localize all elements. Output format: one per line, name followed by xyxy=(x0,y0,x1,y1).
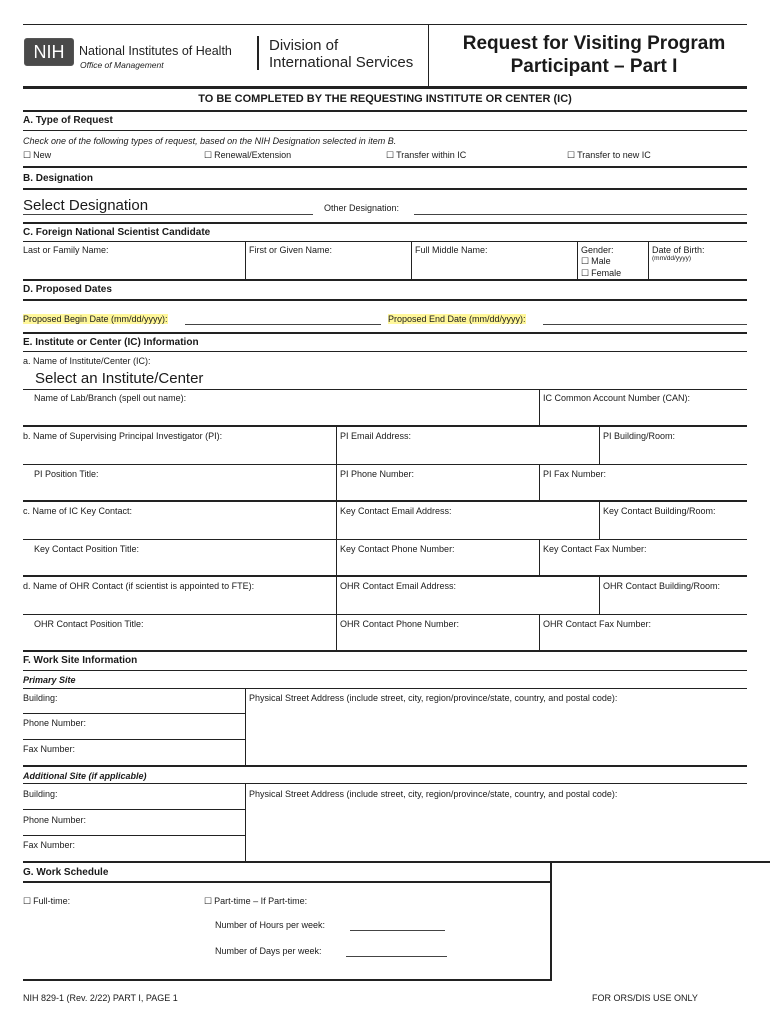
other-designation-label: Other Designation: xyxy=(324,203,400,213)
kc-fax-label: Key Contact Fax Number: xyxy=(543,544,647,554)
kc-building-label: Key Contact Building/Room: xyxy=(603,506,716,516)
checkbox-renewal[interactable]: ☐ Renewal/Extension xyxy=(204,150,291,161)
checkbox-full-time[interactable]: ☐ Full-time: xyxy=(23,896,70,907)
additional-address-label: Physical Street Address (include street, city, region/province/state, country, and postal code): xyxy=(249,789,618,799)
middle-name-label: Full Middle Name: xyxy=(415,245,488,255)
section-g-title: G. Work Schedule xyxy=(23,867,109,878)
kc-phone-label: Key Contact Phone Number: xyxy=(340,544,455,554)
section-e-title: E. Institute or Center (IC) Information xyxy=(23,337,199,348)
ic-select[interactable]: Select an Institute/Center xyxy=(35,370,204,387)
form-title-line1: Request for Visiting Program xyxy=(462,33,726,54)
ohr-position-label: OHR Contact Position Title: xyxy=(34,619,144,629)
section-c-title: C. Foreign National Scientist Candidate xyxy=(23,227,211,238)
hours-field[interactable] xyxy=(350,930,445,931)
section-f-title: F. Work Site Information xyxy=(23,655,138,666)
dob-label: Date of Birth: xyxy=(652,245,705,255)
nih-logo: NIH xyxy=(24,38,74,66)
begin-date-field[interactable] xyxy=(185,324,381,325)
primary-fax-label: Fax Number: xyxy=(23,744,76,754)
days-label: Number of Days per week: xyxy=(215,946,322,956)
first-name-label: First or Given Name: xyxy=(249,245,333,255)
end-date-field[interactable] xyxy=(543,324,747,325)
division-line2: International Services xyxy=(269,54,414,71)
ohr-phone-label: OHR Contact Phone Number: xyxy=(340,619,460,629)
checkbox-new[interactable]: ☐ New xyxy=(23,150,51,161)
additional-phone-label: Phone Number: xyxy=(23,815,87,825)
additional-fax-label: Fax Number: xyxy=(23,840,76,850)
section-a-title: A. Type of Request xyxy=(23,115,113,126)
section-d-title: D. Proposed Dates xyxy=(23,284,112,295)
section-a-instructions: Check one of the following types of request, based on the NIH Designation selected in item B. xyxy=(23,136,397,146)
last-name-label: Last or Family Name: xyxy=(23,245,109,255)
section-b-title: B. Designation xyxy=(23,173,94,184)
ohr-email-label: OHR Contact Email Address: xyxy=(340,581,457,591)
ohr-fax-label: OHR Contact Fax Number: xyxy=(543,619,652,629)
ohr-name-label: d. Name of OHR Contact (if scientist is appointed to FTE): xyxy=(23,581,255,591)
can-label: IC Common Account Number (CAN): xyxy=(543,393,691,403)
lab-label: Name of Lab/Branch (spell out name): xyxy=(34,393,187,403)
checkbox-male[interactable]: ☐ Male xyxy=(581,256,611,267)
primary-phone-label: Phone Number: xyxy=(23,718,87,728)
dob-format: (mm/dd/yyyy) xyxy=(652,255,691,262)
ic-name-label: a. Name of Institute/Center (IC): xyxy=(23,356,151,366)
pi-fax-label: PI Fax Number: xyxy=(543,469,607,479)
org-sub: Office of Management xyxy=(80,60,164,70)
pi-building-label: PI Building/Room: xyxy=(603,431,676,441)
banner: TO BE COMPLETED BY THE REQUESTING INSTITUTE OR CENTER (IC) xyxy=(198,93,572,105)
begin-date-label: Proposed Begin Date (mm/dd/yyyy): xyxy=(23,314,168,324)
checkbox-female[interactable]: ☐ Female xyxy=(581,268,621,279)
end-date-label: Proposed End Date (mm/dd/yyyy): xyxy=(388,314,526,324)
checkbox-transfer-within[interactable]: ☐ Transfer within IC xyxy=(386,150,466,161)
hours-label: Number of Hours per week: xyxy=(215,920,326,930)
pi-email-label: PI Email Address: xyxy=(340,431,412,441)
kc-position-label: Key Contact Position Title: xyxy=(34,544,140,554)
kc-name-label: c. Name of IC Key Contact: xyxy=(23,506,133,516)
additional-building-label: Building: xyxy=(23,789,58,799)
form-id: NIH 829-1 (Rev. 2/22) PART I, PAGE 1 xyxy=(23,993,178,1003)
form-title-line2: Participant – Part I xyxy=(510,56,678,77)
additional-site-label: Additional Site (if applicable) xyxy=(23,771,147,781)
org-name: National Institutes of Health xyxy=(79,44,232,58)
primary-site-label: Primary Site xyxy=(23,675,76,685)
ors-dis-use-only: FOR ORS/DIS USE ONLY xyxy=(592,993,698,1003)
pi-name-label: b. Name of Supervising Principal Investigator (PI): xyxy=(23,431,223,441)
checkbox-part-time[interactable]: ☐ Part-time – If Part-time: xyxy=(204,896,307,907)
primary-address-label: Physical Street Address (include street, city, region/province/state, country, and postal code): xyxy=(249,693,618,703)
days-field[interactable] xyxy=(346,956,447,957)
primary-building-label: Building: xyxy=(23,693,58,703)
division-line1: Division of xyxy=(269,37,339,54)
gender-label: Gender: xyxy=(581,245,614,255)
pi-phone-label: PI Phone Number: xyxy=(340,469,415,479)
designation-select[interactable]: Select Designation xyxy=(23,197,149,214)
ohr-building-label: OHR Contact Building/Room: xyxy=(603,581,721,591)
kc-email-label: Key Contact Email Address: xyxy=(340,506,452,516)
checkbox-transfer-new[interactable]: ☐ Transfer to new IC xyxy=(567,150,651,161)
pi-position-label: PI Position Title: xyxy=(34,469,99,479)
other-designation-field[interactable] xyxy=(414,214,747,215)
